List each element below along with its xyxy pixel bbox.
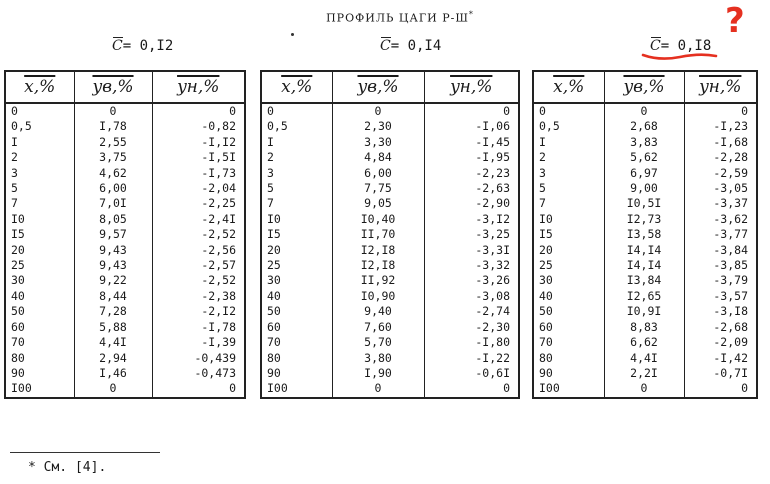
cell-yn: 0 xyxy=(152,103,244,119)
thickness-label-1 xyxy=(112,38,173,54)
cell-yv: I,90 xyxy=(332,366,424,381)
cell-yn: -I,39 xyxy=(152,335,244,350)
cell-yv: 3,75 xyxy=(74,150,152,165)
cell-yn: -2,56 xyxy=(152,243,244,258)
col-header-yn: yн,% xyxy=(424,72,518,103)
table-header-row xyxy=(534,72,756,103)
table-row xyxy=(262,258,518,273)
cell-x: 40 xyxy=(11,288,25,303)
cell-yn: -3,84 xyxy=(684,243,756,258)
cell-yv: I0,5I xyxy=(604,196,684,211)
profile-table-2 xyxy=(260,70,520,399)
table-row xyxy=(534,320,756,335)
cell-yn: -2,I2 xyxy=(152,304,244,319)
table-row xyxy=(534,258,756,273)
cell-yv: I0,40 xyxy=(332,212,424,227)
cell-x: 20 xyxy=(539,242,553,257)
table-row xyxy=(534,289,756,304)
table-row xyxy=(6,166,244,181)
col-header-yn: yн,% xyxy=(684,72,756,103)
cell-yn: 0 xyxy=(424,103,518,119)
table-body xyxy=(534,103,756,397)
title-text: ПРОФИЛЬ ЦАГИ Р-Ш xyxy=(326,11,469,25)
table-row xyxy=(534,135,756,150)
cell-yn: -2,74 xyxy=(424,304,518,319)
table-row xyxy=(262,119,518,134)
table-row xyxy=(262,381,518,396)
cell-yv: I4,I4 xyxy=(604,243,684,258)
cell-x: I0 xyxy=(11,211,25,226)
cell-yv: I0,9I xyxy=(604,304,684,319)
cell-yv: 7,60 xyxy=(332,320,424,335)
table-row xyxy=(6,119,244,134)
cell-x: 25 xyxy=(539,258,553,273)
cell-x: 20 xyxy=(11,242,25,257)
cell-yn: -2,30 xyxy=(424,320,518,335)
table-row xyxy=(6,196,244,211)
cell-yn: -3,79 xyxy=(684,273,756,288)
cell-yv: 7,0I xyxy=(74,196,152,211)
col-header-yv: yв,% xyxy=(74,72,152,103)
cell-yn: 0 xyxy=(152,381,244,396)
table-row xyxy=(6,181,244,196)
cell-yn: -0,473 xyxy=(152,366,244,381)
table-row xyxy=(534,196,756,211)
cell-yv: 6,00 xyxy=(332,166,424,181)
cell-x: 50 xyxy=(11,304,25,319)
cell-yv: 9,40 xyxy=(332,304,424,319)
table-row xyxy=(262,227,518,242)
table-row xyxy=(534,181,756,196)
table-row xyxy=(262,196,518,211)
table-row xyxy=(262,304,518,319)
cell-yn: -I,80 xyxy=(424,335,518,350)
cell-x: 50 xyxy=(267,304,281,319)
table-row xyxy=(534,243,756,258)
cell-yn: -I,22 xyxy=(424,351,518,366)
table-row xyxy=(534,366,756,381)
table-row xyxy=(262,103,518,119)
cell-yv: 9,00 xyxy=(604,181,684,196)
cell-yn: 0 xyxy=(424,381,518,396)
cell-yn: -I,5I xyxy=(152,150,244,165)
cell-x: 90 xyxy=(11,365,25,380)
cell-x: 0 xyxy=(11,104,18,118)
cell-yv: 0 xyxy=(74,103,152,119)
table-row xyxy=(534,381,756,396)
cell-x: 0,5 xyxy=(267,119,288,134)
table-row xyxy=(262,366,518,381)
cell-yv: 8,83 xyxy=(604,320,684,335)
table-row xyxy=(262,212,518,227)
cell-x: 80 xyxy=(267,350,281,365)
table-row xyxy=(534,351,756,366)
cell-x: 30 xyxy=(11,273,25,288)
table-row xyxy=(262,320,518,335)
cell-x: 5 xyxy=(11,181,18,196)
cell-yn: -I,68 xyxy=(684,135,756,150)
cell-x: I00 xyxy=(539,381,560,396)
cell-yn: -I,73 xyxy=(152,166,244,181)
cell-yn: -I,42 xyxy=(684,351,756,366)
cell-yn: -3,08 xyxy=(424,289,518,304)
cell-x: I5 xyxy=(539,227,553,242)
col-header-x: x,% xyxy=(262,72,332,103)
cell-x: 30 xyxy=(539,273,553,288)
cell-yv: 3,83 xyxy=(604,135,684,150)
cell-x: 80 xyxy=(539,350,553,365)
cell-yn: -2,52 xyxy=(152,227,244,242)
cell-yv: 4,4I xyxy=(604,351,684,366)
cell-x: I00 xyxy=(11,381,32,396)
cell-x: 2 xyxy=(11,150,18,165)
table-row xyxy=(534,103,756,119)
cell-yv: 0 xyxy=(604,381,684,396)
cell-yv: 3,30 xyxy=(332,135,424,150)
cell-yv: II,92 xyxy=(332,273,424,288)
cell-x: 7 xyxy=(267,196,274,211)
cell-yn: -I,45 xyxy=(424,135,518,150)
table-row xyxy=(534,166,756,181)
table-row xyxy=(262,335,518,350)
cell-yn: -3,26 xyxy=(424,273,518,288)
cell-yn: -I,78 xyxy=(152,320,244,335)
cell-x: 80 xyxy=(11,350,25,365)
cell-yv: I2,I8 xyxy=(332,258,424,273)
red-underline-annotation xyxy=(640,50,720,64)
cell-x: 40 xyxy=(267,288,281,303)
cell-yn: -2,59 xyxy=(684,166,756,181)
thickness-value: = 0,I4 xyxy=(390,38,442,54)
cell-yn: -2,68 xyxy=(684,320,756,335)
cell-yn: 0 xyxy=(684,381,756,396)
cell-yv: 9,05 xyxy=(332,196,424,211)
cell-x: 25 xyxy=(11,258,25,273)
cell-yv: 6,00 xyxy=(74,181,152,196)
cell-yv: 0 xyxy=(332,103,424,119)
cell-yv: 7,75 xyxy=(332,181,424,196)
table-row xyxy=(262,166,518,181)
cell-x: I xyxy=(267,134,274,149)
table-row xyxy=(262,181,518,196)
cell-yn: -2,04 xyxy=(152,181,244,196)
table-row xyxy=(6,212,244,227)
cell-yn: -3,85 xyxy=(684,258,756,273)
cell-yv: 7,28 xyxy=(74,304,152,319)
title-footnote-mark: * xyxy=(468,10,474,19)
table-header-row xyxy=(262,72,518,103)
thickness-symbol: C xyxy=(650,38,661,54)
col-header-x: x,% xyxy=(6,72,74,103)
cell-x: 90 xyxy=(267,365,281,380)
cell-yv: I4,I4 xyxy=(604,258,684,273)
table-header-row xyxy=(6,72,244,103)
stray-dot xyxy=(291,33,294,36)
cell-yn: -3,32 xyxy=(424,258,518,273)
cell-x: I00 xyxy=(267,381,288,396)
cell-yv: 0 xyxy=(604,103,684,119)
cell-x: 70 xyxy=(267,335,281,350)
profile-table-3 xyxy=(532,70,758,399)
cell-yn: -I,06 xyxy=(424,119,518,134)
cell-x: I5 xyxy=(11,227,25,242)
cell-x: 3 xyxy=(539,165,546,180)
table-row xyxy=(262,351,518,366)
table-row xyxy=(534,150,756,165)
cell-x: 7 xyxy=(11,196,18,211)
cell-yn: -2,28 xyxy=(684,150,756,165)
table-row xyxy=(6,273,244,288)
table-row xyxy=(6,335,244,350)
cell-yv: I2,73 xyxy=(604,212,684,227)
table-row xyxy=(6,304,244,319)
cell-x: 0,5 xyxy=(539,119,560,134)
table-body xyxy=(262,103,518,397)
cell-x: 3 xyxy=(267,165,274,180)
cell-yn: 0 xyxy=(684,103,756,119)
cell-yv: 9,22 xyxy=(74,273,152,288)
footnote: * См. [4]. xyxy=(28,460,107,475)
cell-yn: -0,6I xyxy=(424,366,518,381)
cell-yv: 2,55 xyxy=(74,135,152,150)
cell-x: I0 xyxy=(267,211,281,226)
cell-yn: -0,7I xyxy=(684,366,756,381)
cell-x: 7 xyxy=(539,196,546,211)
cell-yn: -2,23 xyxy=(424,166,518,181)
cell-x: I0 xyxy=(539,211,553,226)
cell-x: 30 xyxy=(267,273,281,288)
thickness-symbol: C xyxy=(112,38,123,54)
cell-yv: 2,94 xyxy=(74,351,152,366)
cell-x: 0,5 xyxy=(11,119,32,134)
cell-yn: -2,57 xyxy=(152,258,244,273)
cell-yv: 2,68 xyxy=(604,119,684,134)
table-row xyxy=(6,366,244,381)
cell-yv: 4,4I xyxy=(74,335,152,350)
cell-yv: 9,57 xyxy=(74,227,152,242)
cell-x: 50 xyxy=(539,304,553,319)
cell-yn: -3,57 xyxy=(684,289,756,304)
cell-yv: I,78 xyxy=(74,119,152,134)
col-header-yv: yв,% xyxy=(332,72,424,103)
cell-yn: -2,4I xyxy=(152,212,244,227)
cell-yv: 8,05 xyxy=(74,212,152,227)
thickness-value: = 0,I8 xyxy=(660,38,712,54)
table-row xyxy=(534,227,756,242)
cell-yv: 2,2I xyxy=(604,366,684,381)
cell-yv: 4,62 xyxy=(74,166,152,181)
thickness-label-2 xyxy=(380,38,441,54)
col-header-yn: yн,% xyxy=(152,72,244,103)
cell-x: I xyxy=(11,134,18,149)
cell-yn: -I,I2 xyxy=(152,135,244,150)
cell-yn: -2,52 xyxy=(152,273,244,288)
cell-yv: 5,70 xyxy=(332,335,424,350)
table-row xyxy=(6,227,244,242)
cell-yv: 0 xyxy=(74,381,152,396)
table-row xyxy=(534,273,756,288)
cell-yn: -2,63 xyxy=(424,181,518,196)
cell-x: 60 xyxy=(11,319,25,334)
table-row xyxy=(6,258,244,273)
cell-yv: 3,80 xyxy=(332,351,424,366)
table-row xyxy=(262,243,518,258)
table-row xyxy=(534,119,756,134)
cell-x: 2 xyxy=(539,150,546,165)
table-body xyxy=(6,103,244,397)
cell-yv: 6,97 xyxy=(604,166,684,181)
cell-yn: -3,37 xyxy=(684,196,756,211)
cell-yv: 4,84 xyxy=(332,150,424,165)
table-row xyxy=(6,289,244,304)
cell-x: I xyxy=(539,134,546,149)
col-header-yv: yв,% xyxy=(604,72,684,103)
cell-yv: 5,88 xyxy=(74,320,152,335)
cell-yn: -2,38 xyxy=(152,289,244,304)
cell-x: 25 xyxy=(267,258,281,273)
cell-yn: -I,23 xyxy=(684,119,756,134)
cell-yv: I2,65 xyxy=(604,289,684,304)
cell-yv: 2,30 xyxy=(332,119,424,134)
cell-x: 60 xyxy=(539,319,553,334)
cell-yn: -I,95 xyxy=(424,150,518,165)
cell-yv: I,46 xyxy=(74,366,152,381)
cell-x: 3 xyxy=(11,165,18,180)
cell-yv: I3,58 xyxy=(604,227,684,242)
cell-yv: I0,90 xyxy=(332,289,424,304)
cell-yn: -3,3I xyxy=(424,243,518,258)
cell-yv: II,70 xyxy=(332,227,424,242)
thickness-symbol: C xyxy=(380,38,391,54)
cell-x: 70 xyxy=(11,335,25,350)
table-row xyxy=(6,103,244,119)
cell-yn: -3,I2 xyxy=(424,212,518,227)
cell-yv: 6,62 xyxy=(604,335,684,350)
cell-yn: -0,439 xyxy=(152,351,244,366)
table-row xyxy=(6,381,244,396)
table-row xyxy=(6,243,244,258)
cell-yn: -2,90 xyxy=(424,196,518,211)
cell-yv: 0 xyxy=(332,381,424,396)
cell-x: 70 xyxy=(539,335,553,350)
cell-yv: 9,43 xyxy=(74,258,152,273)
footnote-rule xyxy=(10,452,160,453)
cell-x: I5 xyxy=(267,227,281,242)
cell-yv: I3,84 xyxy=(604,273,684,288)
cell-x: 2 xyxy=(267,150,274,165)
cell-yn: -3,62 xyxy=(684,212,756,227)
thickness-value: = 0,I2 xyxy=(122,38,174,54)
table-row xyxy=(6,150,244,165)
cell-x: 40 xyxy=(539,288,553,303)
page-title xyxy=(300,10,500,25)
cell-yv: I2,I8 xyxy=(332,243,424,258)
cell-x: 5 xyxy=(539,181,546,196)
cell-x: 0 xyxy=(267,104,274,118)
cell-yv: 9,43 xyxy=(74,243,152,258)
profile-table-1 xyxy=(4,70,246,399)
cell-yn: -2,09 xyxy=(684,335,756,350)
cell-x: 5 xyxy=(267,181,274,196)
cell-yv: 8,44 xyxy=(74,289,152,304)
cell-yn: -3,I8 xyxy=(684,304,756,319)
table-row xyxy=(534,304,756,319)
table-row xyxy=(534,335,756,350)
table-row xyxy=(262,289,518,304)
question-mark-annotation: ? xyxy=(725,1,745,41)
table-row xyxy=(534,212,756,227)
cell-yn: -3,05 xyxy=(684,181,756,196)
table-row xyxy=(262,135,518,150)
cell-yn: -3,77 xyxy=(684,227,756,242)
cell-x: 20 xyxy=(267,242,281,257)
cell-x: 0 xyxy=(539,104,546,118)
cell-yn: -3,25 xyxy=(424,227,518,242)
table-row xyxy=(6,351,244,366)
table-row xyxy=(6,320,244,335)
cell-x: 60 xyxy=(267,319,281,334)
table-row xyxy=(6,135,244,150)
table-row xyxy=(262,273,518,288)
cell-yn: -2,25 xyxy=(152,196,244,211)
col-header-x: x,% xyxy=(534,72,604,103)
cell-yn: -0,82 xyxy=(152,119,244,134)
cell-yv: 5,62 xyxy=(604,150,684,165)
cell-x: 90 xyxy=(539,365,553,380)
table-row xyxy=(262,150,518,165)
